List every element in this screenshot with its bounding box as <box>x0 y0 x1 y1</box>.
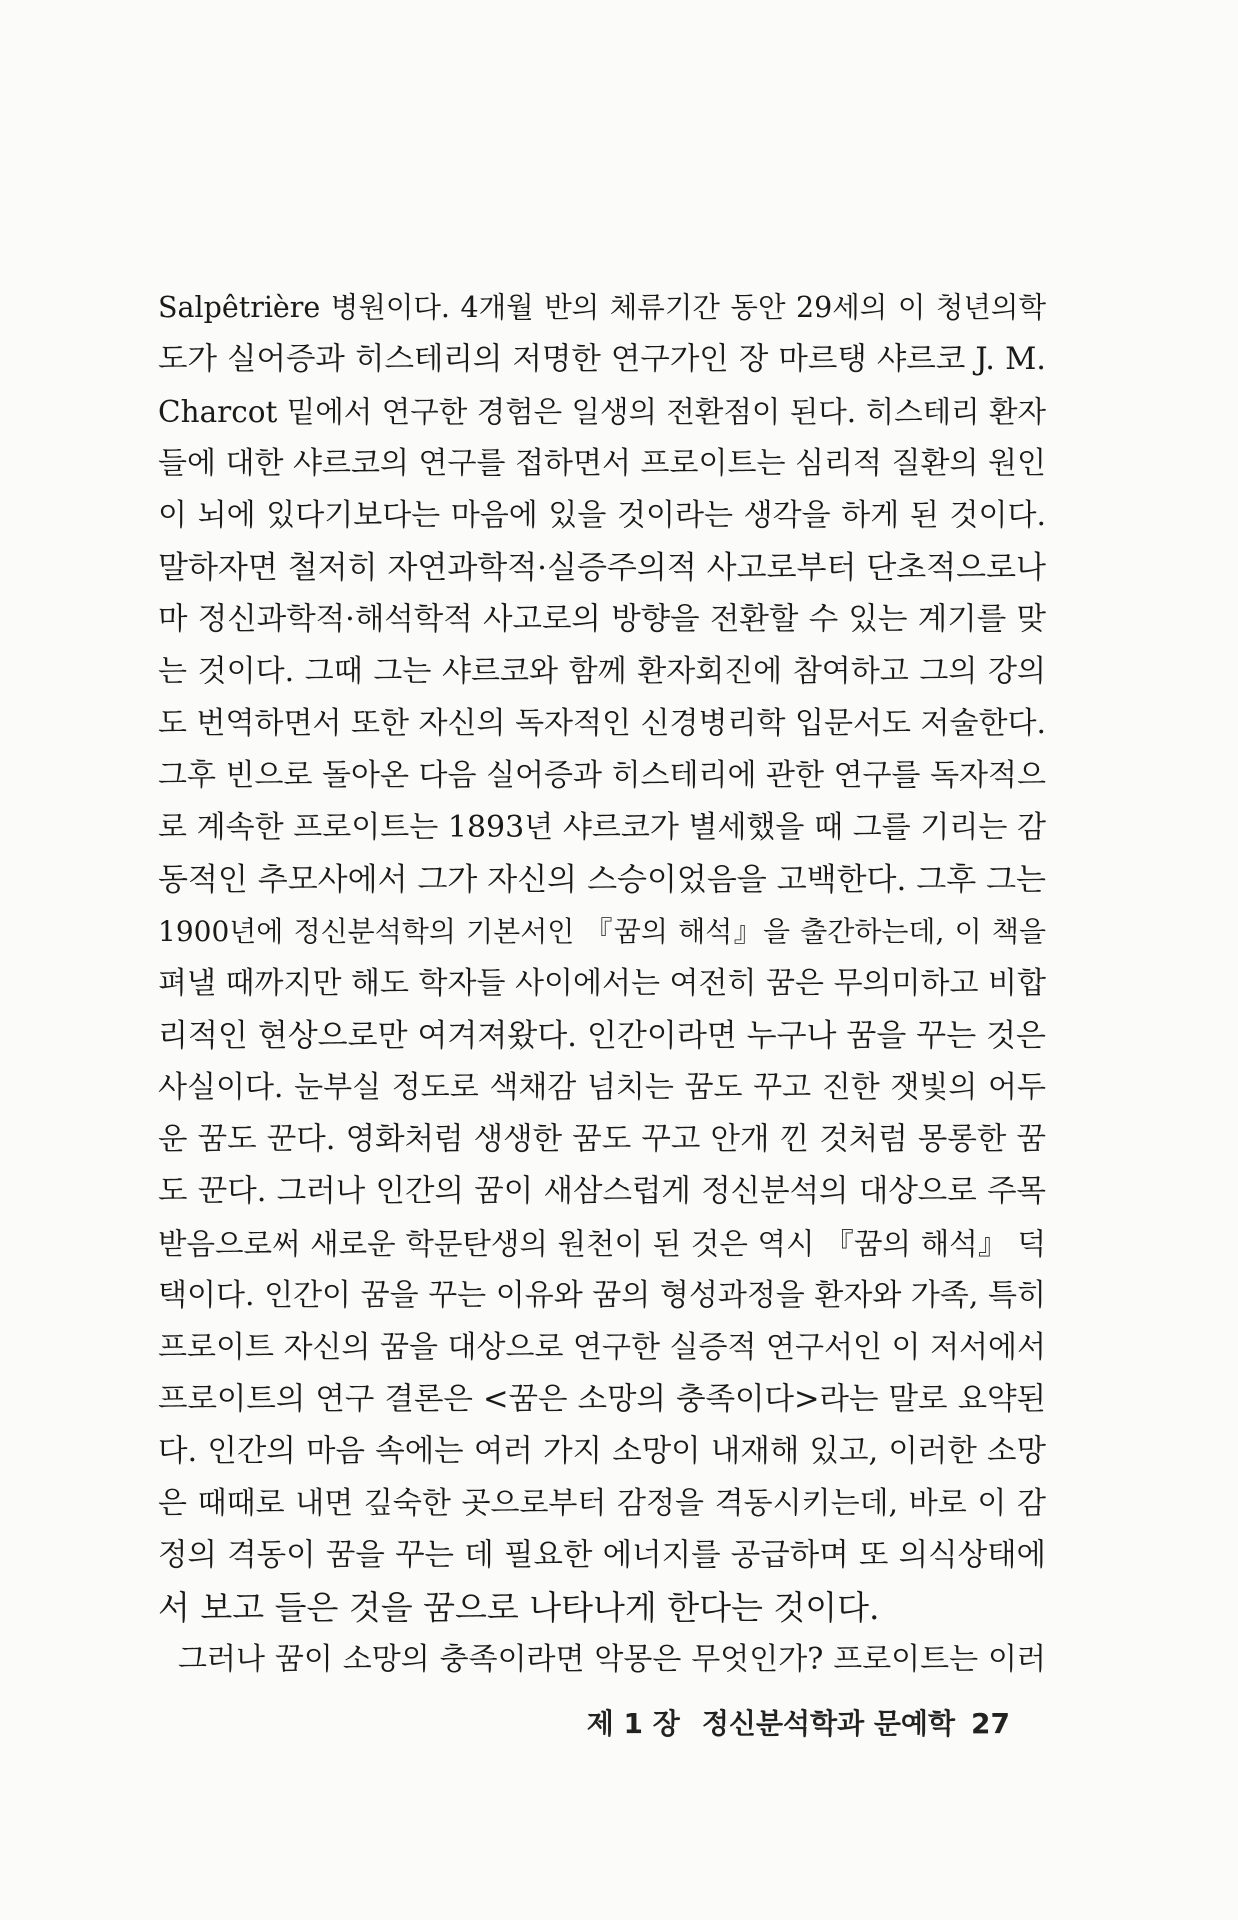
text-line-indented: 그러나 꿈이 소망의 충족이라면 악몽은 무엇인가? 프로이트는 이러 <box>178 1642 1046 1677</box>
page-number: 27 <box>971 1707 1010 1740</box>
text-line: Charcot 밑에서 연구한 경험은 일생의 전환점이 된다. 히스테리 환자 <box>158 395 1046 429</box>
text-line: 프로이트 자신의 꿈을 대상으로 연구한 실증적 연구서인 이 저서에서 <box>158 1330 1046 1365</box>
text-line: 1900년에 정신분석학의 기본서인 『꿈의 해석』을 출간하는데, 이 책을 <box>158 915 1046 948</box>
text-line: 정의 격동이 꿈을 꾸는 데 필요한 에너지를 공급하며 또 의식상태에 <box>158 1538 1046 1573</box>
text-line-last: 서 보고 들은 것을 꿈으로 나타나게 한다는 것이다. <box>158 1588 880 1627</box>
paragraph-1 <box>158 282 1046 1634</box>
text-line: 받음으로써 새로운 학문탄생의 원천이 된 것은 역시 『꿈의 해석』 덕 <box>158 1227 1046 1261</box>
chapter-title: 정신분석학과 문예학 <box>701 1707 956 1740</box>
text-line: 로 계속한 프로이트는 1893년 샤르코가 별세했을 때 그를 기리는 감 <box>158 810 1046 845</box>
text-line: Salpêtrière 병원이다. 4개월 반의 체류기간 동안 29세의 이 청년의학 <box>158 291 1046 324</box>
text-line: 도 번역하면서 또한 자신의 독자적인 신경병리학 입문서도 저술한다. <box>158 706 1046 741</box>
text-line: 은 때때로 내면 깊숙한 곳으로부터 감정을 격동시키는데, 바로 이 감 <box>158 1486 1046 1521</box>
text-line: 운 꿈도 꾼다. 영화처럼 생생한 꿈도 꾸고 안개 낀 것처럼 몽롱한 꿈 <box>158 1122 1046 1157</box>
text-line: 펴낼 때까지만 해도 학자들 사이에서는 여전히 꿈은 무의미하고 비합 <box>158 966 1046 1001</box>
text-line: 는 것이다. 그때 그는 샤르코와 함께 환자회진에 참여하고 그의 강의 <box>158 654 1046 689</box>
text-line: 리적인 현상으로만 여겨져왔다. 인간이라면 누구나 꿈을 꾸는 것은 <box>158 1018 1046 1054</box>
text-line: 말하자면 철저히 자연과학적·실증주의적 사고로부터 단초적으로나 <box>158 550 1046 586</box>
text-line: 마 정신과학적·해석학적 사고로의 방향을 전환할 수 있는 계기를 맞 <box>158 602 1046 637</box>
page-footer <box>587 1702 1010 1742</box>
text-line: 도 꾼다. 그러나 인간의 꿈이 새삼스럽게 정신분석의 대상으로 주목 <box>158 1174 1046 1209</box>
text-line: 이 뇌에 있다기보다는 마음에 있을 것이라는 생각을 하게 된 것이다. <box>158 498 1046 533</box>
paragraph-2 <box>158 1634 1046 1686</box>
text-line: 프로이트의 연구 결론은 <꿈은 소망의 충족이다>라는 말로 요약된 <box>158 1382 1046 1417</box>
body-text <box>158 282 1046 1686</box>
text-line: 도가 실어증과 히스테리의 저명한 연구가인 장 마르탱 샤르코 J. M. <box>158 342 1046 377</box>
text-line: 택이다. 인간이 꿈을 꾸는 이유와 꿈의 형성과정을 환자와 가족, 특히 <box>158 1278 1046 1313</box>
text-line: 사실이다. 눈부실 정도로 색채감 넘치는 꿈도 꾸고 진한 잿빛의 어두 <box>158 1070 1046 1105</box>
text-line: 다. 인간의 마음 속에는 여러 가지 소망이 내재해 있고, 이러한 소망 <box>158 1434 1046 1469</box>
chapter-label: 제 1 장 <box>586 1707 680 1740</box>
text-line: 그후 빈으로 돌아온 다음 실어증과 히스테리에 관한 연구를 독자적으 <box>158 758 1046 793</box>
text-line: 동적인 추모사에서 그가 자신의 스승이었음을 고백한다. 그후 그는 <box>158 862 1046 898</box>
text-line: 들에 대한 샤르코의 연구를 접하면서 프로이트는 심리적 질환의 원인 <box>158 446 1046 481</box>
